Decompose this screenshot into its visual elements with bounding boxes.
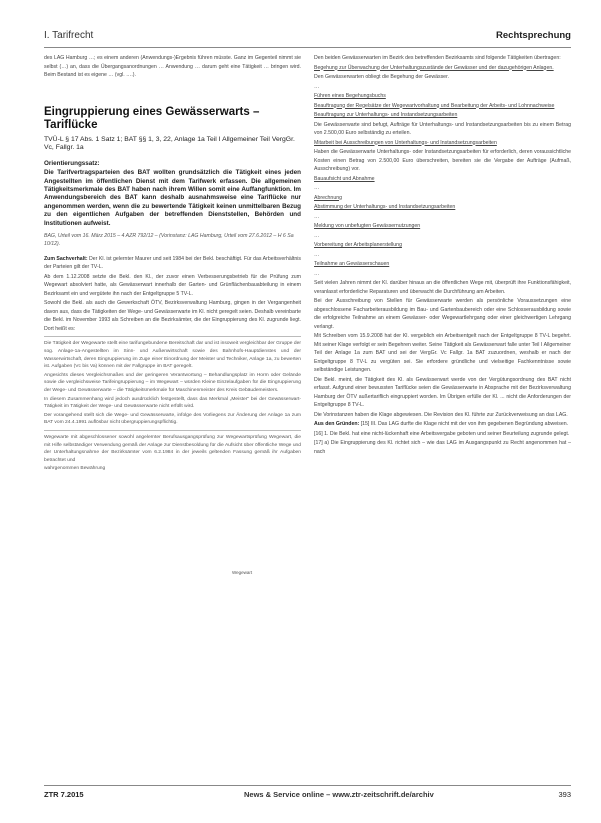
- task-heading: Beauftragung der Regelsätze der Wegewartvorhaltung und Bearbeitung der Arbeits- und Lohnnachweise: [314, 102, 555, 109]
- bottom-text-2: wahrgenommen Bewährung: [44, 466, 106, 472]
- reasons-heading: Aus den Gründen:: [314, 421, 360, 427]
- left-column: [44, 54, 301, 474]
- divider: [44, 430, 301, 431]
- top-paragraph: des LAG Hamburg …; es einem anderen (Anwendungs-)Ergebnis führen müsste. Ganz im Gegenteil nimmt sie selbst (…) an, dass die Übergangsanordnungen … Anwendung … darum geht eine Tätigkeit … bringen wird. Beim Bestand ist es eigene … (vgl. ….).: [44, 55, 301, 78]
- page-footer: [44, 790, 571, 804]
- footer-divider: [44, 785, 571, 786]
- task-heading: Abrechnung: [314, 194, 342, 201]
- ellipsis: …: [314, 270, 320, 277]
- paragraph: Haben die Gewässerwarte Unterhaltungs- oder Instandsetzungsarbeiten für erforderlich, deren voraussichtliche Kosten einen Betrag von 2.500,00 Euro überschreiten, bereiten sie die Vergabe der Aufträge (Aufmaß, Ausschreibung) vor.: [314, 149, 571, 172]
- quote-2: Angesichts dieses Vergleichsmaßes und der geringeren Verantwortung – Behandlungsplatz im Horm oder Gelände sowie die vergleichsweise Tarifeingruppierung – im Wegewart – würden Kleine Einzelaufgaben für die Eingruppierung der Wege- und Gewässerwarte – die Tätigkeitsmerkmale für Maschinenmeister des Kreis Gebäudemeisters.: [44, 372, 301, 393]
- paragraph: Die Vorinstanzen haben die Klage abgewiesen. Die Revision des Kl. führte zur Zurückverweisung an das LAG.: [314, 411, 568, 418]
- case-text-1: Der Kl. ist gelernter Maurer und seit 1984 bei der Bekl. beschäftigt. Für das Arbeitsverhältnis der Parteien gilt der TV-L.: [44, 255, 301, 271]
- task-heading: Meldung von unbefugten Gewässernutzungen: [314, 223, 421, 229]
- category-label: Rechtsprechung: [496, 30, 571, 41]
- divider: [44, 336, 301, 337]
- paragraph: Bei der Ausschreibung von Stellen für Gewässerwarte werden als persönliche Voraussetzungen eine abgeschlossene Facharbeiterausbildung im Bau- und Gartenbaubereich oder eine Schlosserausbildung sowie die erfolgreiche Teilnahme an einem Gewässer- oder Wegewartlehrgang oder einer gleichwertigen Lehrgang verlangt.: [314, 298, 571, 330]
- paragraph: [17] a) Die Eingruppierung des Kl. richtet sich – wie das LAG im Ausgangspunkt zu Recht angenommen hat – nach: [314, 440, 571, 455]
- task-heading: Teilnahme an Gewässerschauen: [314, 261, 390, 267]
- margin-note: Wegewart: [232, 570, 253, 575]
- paragraph: Seit vielen Jahren nimmt der Kl. darüber hinaus an die öffentlichen Wege mit, überprüft ihre Funktionsfähigkeit, veranlasst erforderliche Reparaturen und überwacht die Durchführung am Arbeiten.: [314, 280, 571, 295]
- task-heading: Führen eines Begehungsbuchs: [314, 93, 386, 99]
- ellipsis: …: [314, 232, 320, 239]
- citation: BAG, Urteil vom 16. März 2015 – 4 AZR 792/12 – (Vorinstanz: LAG Hamburg, Urteil vom 27.6.2012 – H 6 Sa 10/12).: [44, 232, 294, 248]
- paragraph: Mit Schreiben vom 15.9.2008 hat der Kl. vergeblich ein Arbeitsentgelt nach der Entgeltgruppe 8 TV-L begehrt. Mit seiner Klage verfolgt er sein Begehren weiter. Seine Tätigkeit als Gewässerwart falle unter Teil I Allgemeiner Teil der Anlage 1a zum BAT und sei der VergGr. Vc Fallgr. 1a BAT zuzuordnen, weshalb er nach der Entgeltgruppe 8 TV-L zu vergüten sei. Sie erfordere gründliche und vielseitige Fachkenntnisse sowie selbständige Leistungen.: [314, 333, 571, 373]
- ellipsis: …: [314, 251, 320, 258]
- quote-4: Der vorangehend stellt sich die Wege- und Gewässerwarte, infolge des Vorliegens zur Änderung der Anlage 1a zum BAT vom 24.4.1991 auflösbar nicht übergruppierungspflichtig.: [44, 412, 301, 426]
- article-title: Eingruppierung eines Gewässerwarts – Tariflücke: [44, 105, 260, 131]
- case-text-2: Ab dem 1.12.2008 setzte die Bekl. den Kl., der zuvor einen Verbesserungsbetrieb für die Prüfung zum Wegewart absolviert hatte, als Gewässerwart innerhalb der Garten- und Grünflächenbauabteilung in einem Bezirksamt ein und vergütete ihn nach der Entgeltgruppe 5 TV-L.: [44, 273, 301, 297]
- case-text-3: Sowohl die Bekl. als auch die Gewerkschaft ÖTV, Bezirksverwaltung Hamburg, gingen in der Vergangenheit davon aus, dass die Tätigkeiten der Wege- und Gewässerwarte im Kl. nicht geregelt seien. Deshalb vereinbarte die Bekl. im November 1993 als Schreiben an die Bezirksämter, die der Eingruppierung des Kl. zugrunde liegt. Dort heißt es:: [44, 300, 301, 332]
- task-heading: Bauaufsicht und Abnahme: [314, 175, 375, 182]
- paragraph: Den Gewässerwarten obliegt die Begehung der Gewässer.: [314, 74, 449, 80]
- journal-issue: ZTR 7.2015: [44, 790, 84, 799]
- footer-link[interactable]: News & Service online – www.ztr-zeitschrift.de/archiv: [244, 790, 434, 799]
- paragraph: [16] 1. Die Bekl. hat eine nicht-lückenhaft eine Arbeitsvergabe geboten und seiner Beurteilung zugrunde gelegt.: [314, 430, 570, 437]
- header-divider: [44, 47, 571, 48]
- quote-3: In diesem Zusammenhang wird jedoch ausdrücklich festgestellt, dass das Merkmal „Meister“ bei der Gewässerwart-Tätigkeit im Tätigkeit der Wege- und Gewässerwarte nicht erfüllt wird.: [44, 396, 301, 410]
- page-header: [44, 30, 571, 46]
- task-heading: Abstimmung der Unterhaltungs- und Instandsetzungsarbeiten: [314, 204, 456, 210]
- paragraph: Den beiden Gewässerwarten im Bezirk des betreffenden Bezirksamts sind folgende Tätigkeiten übertragen:: [314, 55, 561, 61]
- ellipsis: …: [314, 83, 320, 90]
- case-heading: Zum Sachverhalt:: [44, 255, 88, 262]
- page-number: 393: [558, 790, 571, 799]
- paragraph: Die Gewässerwarte sind befugt, Aufträge für Unterhaltungs- und Instandsetzungsarbeiten bis zu einem Betrag von 2.500,00 Euro selbständig zu erteilen.: [314, 121, 571, 136]
- quote-1: Die Tätigkeit der Wegewarte stellt eine tarifungebundene Bereitschaft dar und ist insoweit vergleichbar der Gruppe der sog. Anlage-1a-Angestellten im Sinn- und Außenwirtschaft sowie des Bahnhofs-Hauptdienstes und der Wasserwirtschaft, deren Eingruppierung im Zuge einer Einordnung der Meister und Techniker, Anlage 1a, zu bewerten ist. Aufgaben (Vc bis Va) können mit der Fallgruppe im BAT geregelt.: [44, 341, 301, 370]
- orientation-label: Orientierungssatz:: [44, 159, 100, 167]
- task-heading: Beauftragung zur Unterhaltungs- und Instandsetzungsarbeiten: [314, 112, 458, 118]
- article-subtitle: TVÜ-L § 17 Abs. 1 Satz 1; BAT §§ 1, 3, 22, Anlage 1a Teil I Allgemeiner Teil VergGr. Vc, Fallgr. 1a: [44, 135, 295, 152]
- bottom-text-1: Wegewarte mit abgeschlossener sowohl angelernter Berufsausgangsprüfung zur Wegewartsprüfung Wegewart, die mit Hilfe selbständiger Verwendung gemäß der Anlage zur Dienstbesoldung für die Aufsicht über öffentliche Wege und der Unterhaltungsnahme der Bezirksämter vom 6.2.1984 in der jeweils geltenden Fassung gemäß ihr Aufgaben betrachtet und: [44, 434, 301, 463]
- paragraph: [15] III. Das LAG durfte die Klage nicht mit der von ihm gegebenen Begründung abweisen.: [360, 421, 569, 427]
- orientation-text: Die Tarifvertragsparteien des BAT wollten grundsätzlich die Tätigkeit eines jeden Angestellten im öffentlichen Dienst mit dem Tarifwerk erfassen. Die allgemeinen Tätigkeitsmerkmale des BAT haben nach ihrem Willen somit eine Auffangfunktion. Im Anwendungsbereich des BAT kann deshalb ausnahmsweise eine Tariflücke nur angenommen werden, wenn die zu bewertende Tätigkeit keinen unmittelbaren Bezug zu den eigentlichen Aufgaben der betreffenden Dienststellen, Behörden und Institutionen aufweist.: [44, 169, 301, 227]
- task-heading: Begehung zur Überwachung der Unterhaltungszustände der Gewässer und der dazugehörigen Anlagen.: [314, 64, 554, 71]
- section-label: I. Tarifrecht: [44, 30, 94, 41]
- task-heading: Vorbereitung der Arbeitsplanerstellung: [314, 242, 402, 248]
- right-column: [314, 54, 571, 457]
- ellipsis: …: [314, 213, 320, 220]
- ellipsis: …: [314, 185, 320, 191]
- task-heading: Mitarbeit bei Ausschreibungen von Unterhaltungs- und Instandsetzungsarbeiten: [314, 139, 497, 146]
- paragraph: Die Bekl. meint, die Tätigkeit des Kl. als Gewässerwart werde von der Vergütungsordnung des BAT nicht erfasst. Aufgrund einer bewussten Tariflücke seien die Gewässerwarte in Absprache mit der Bezirksverwaltung Hamburg der ÖTV außertariflich eingruppiert worden. Im Übrigen erfülle der Kl. ... nicht die Anforderungen der Entgeltgruppe 8 TV-L.: [314, 376, 571, 408]
